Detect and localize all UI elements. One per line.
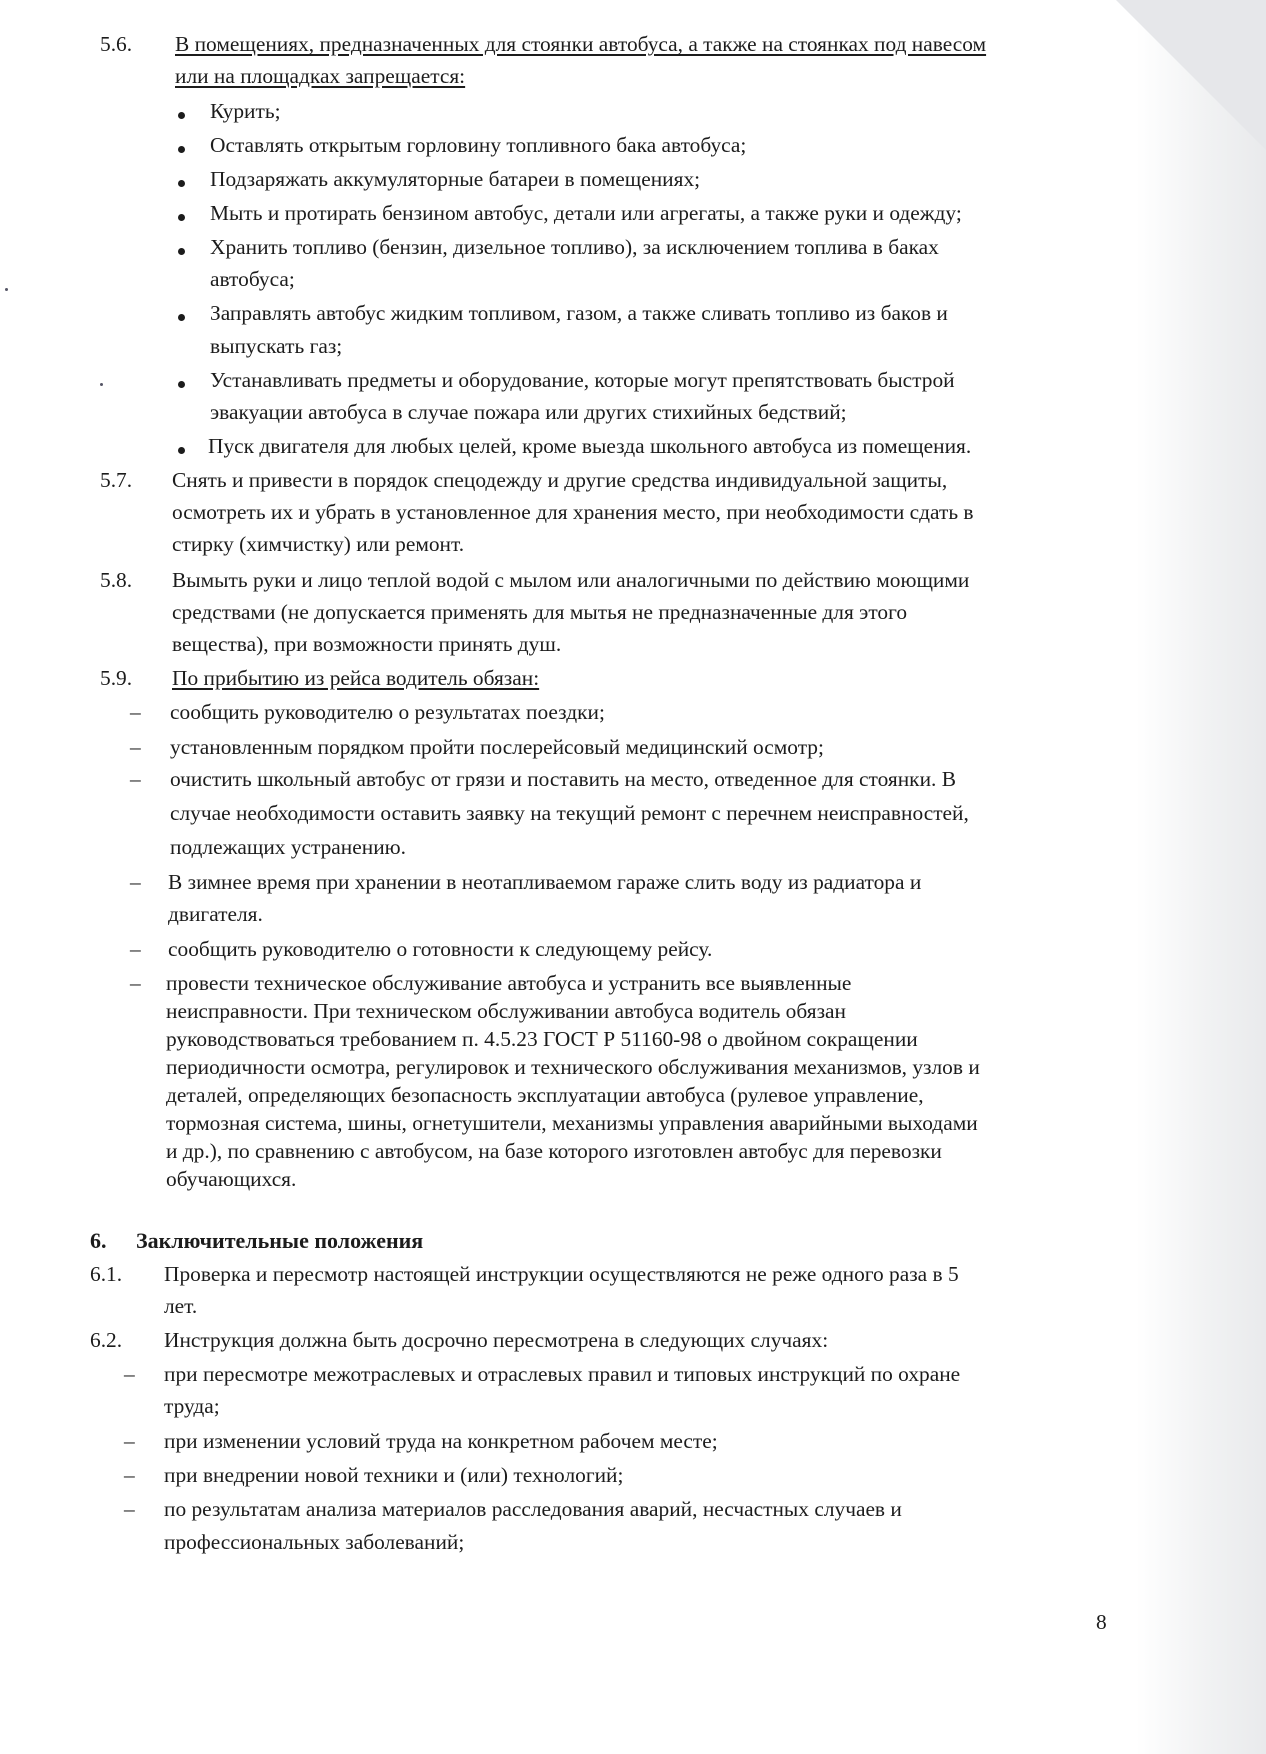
bullet-icon	[178, 180, 185, 187]
list-item: Пуск двигателя для любых целей, кроме выезда школьного автобуса из помещения.	[208, 434, 972, 458]
paragraph-line: стирку (химчистку) или ремонт.	[172, 532, 465, 556]
list-item: по результатам анализа материалов расследования аварий, несчастных случаев и	[164, 1497, 902, 1521]
section-title: Заключительные положения	[136, 1228, 424, 1253]
page-number: 8	[1096, 1610, 1107, 1634]
folded-corner	[1116, 0, 1266, 150]
list-item: Мыть и протирать бензином автобус, детали или агрегаты, а также руки и одежду;	[210, 201, 962, 225]
bullet-icon	[178, 314, 185, 321]
list-item: при пересмотре межотраслевых и отраслевых правил и типовых инструкций по охране	[164, 1362, 961, 1386]
dash-marker: –	[130, 937, 141, 961]
list-item: Устанавливать предметы и оборудование, которые могут препятствовать быстрой	[210, 368, 955, 392]
paragraph-line: средствами (не допускается применять для мытья не предназначенные для этого	[172, 600, 908, 624]
list-item: при внедрении новой техники и (или) технологий;	[164, 1463, 624, 1487]
page-edge-shadow	[1136, 0, 1266, 1754]
list-item-continuation: автобуса;	[210, 267, 295, 291]
dash-marker: –	[124, 1429, 135, 1453]
dash-marker: –	[130, 971, 141, 995]
list-item-continuation: двигателя.	[168, 902, 263, 926]
paragraph-line: Инструкция должна быть досрочно пересмотрена в следующих случаях:	[164, 1328, 829, 1352]
list-item-continuation: выпускать газ;	[210, 334, 343, 358]
dash-marker: –	[130, 700, 141, 724]
list-item-continuation: профессиональных заболеваний;	[164, 1530, 465, 1554]
clause-title: В помещениях, предназначенных для стоянки автобуса, а также на стоянках под навесом	[175, 32, 987, 56]
list-item-continuation: и др.), по сравнению с автобусом, на базе которого изготовлен автобус для перевозки	[166, 1139, 942, 1163]
list-item-continuation: деталей, определяющих безопасность эксплуатации автобуса (рулевое управление,	[166, 1083, 924, 1107]
list-item: Подзаряжать аккумуляторные батареи в помещениях;	[210, 167, 701, 191]
list-item: сообщить руководителю о готовности к следующему рейсу.	[168, 937, 713, 961]
dash-marker: –	[124, 1497, 135, 1521]
scan-speck	[100, 383, 103, 386]
list-item: провести техническое обслуживание автобуса и устранить все выявленные	[166, 971, 852, 995]
list-item-continuation: труда;	[164, 1394, 220, 1418]
clause-number: 6.2.	[90, 1328, 123, 1352]
list-item: Курить;	[210, 99, 281, 123]
list-item-continuation: подлежащих устранению.	[170, 835, 406, 859]
paragraph-line: Снять и привести в порядок спецодежду и другие средства индивидуальной защиты,	[172, 468, 948, 492]
dash-marker: –	[124, 1362, 135, 1386]
clause-title: или на площадках запрещается:	[175, 64, 466, 88]
clause-title: По прибытию из рейса водитель обязан:	[172, 666, 540, 690]
clause-number: 6.1.	[90, 1262, 123, 1286]
paragraph-line: Вымыть руки и лицо теплой водой с мылом или аналогичными по действию моющими	[172, 568, 970, 592]
dash-marker: –	[130, 767, 141, 791]
list-item: В зимнее время при хранении в неотапливаемом гараже слить воду из радиатора и	[168, 870, 922, 894]
list-item-continuation: тормозная система, шины, огнетушители, механизмы управления аварийными выходами	[166, 1111, 978, 1135]
clause-number: 5.6.	[100, 32, 133, 56]
list-item-continuation: эвакуации автобуса в случае пожара или других стихийных бедствий;	[210, 400, 847, 424]
paragraph-line: Проверка и пересмотр настоящей инструкции осуществляются не реже одного раза в 5	[164, 1262, 959, 1286]
list-item: сообщить руководителю о результатах поездки;	[170, 700, 605, 724]
list-item: установленным порядком пройти послерейсовый медицинский осмотр;	[170, 735, 824, 759]
list-item: Заправлять автобус жидким топливом, газом, а также сливать топливо из баков и	[210, 301, 948, 325]
section-number: 6.	[90, 1228, 107, 1253]
list-item: при изменении условий труда на конкретном рабочем месте;	[164, 1429, 718, 1453]
list-item: Хранить топливо (бензин, дизельное топливо), за исключением топлива в баках	[210, 235, 939, 259]
clause-number: 5.7.	[100, 468, 133, 492]
list-item: Оставлять открытым горловину топливного бака автобуса;	[210, 133, 747, 157]
dash-marker: –	[124, 1463, 135, 1487]
list-item-continuation: руководствоваться требованием п. 4.5.23 ГОСТ Р 51160-98 о двойном сокращении	[166, 1027, 918, 1051]
dash-marker: –	[130, 735, 141, 759]
bullet-icon	[178, 381, 185, 388]
scan-speck	[5, 288, 8, 291]
bullet-icon	[178, 112, 185, 119]
bullet-icon	[178, 146, 185, 153]
list-item-continuation: неисправности. При техническом обслуживании автобуса водитель обязан	[166, 999, 846, 1023]
clause-number: 5.9.	[100, 666, 133, 690]
clause-number: 5.8.	[100, 568, 133, 592]
list-item: очистить школьный автобус от грязи и поставить на место, отведенное для стоянки. В	[170, 767, 956, 791]
list-item-continuation: обучающихся.	[166, 1167, 297, 1191]
bullet-icon	[178, 214, 185, 221]
bullet-icon	[178, 447, 185, 454]
paragraph-line: осмотреть их и убрать в установленное для хранения место, при необходимости сдать в	[172, 500, 974, 524]
paragraph-line: лет.	[164, 1294, 198, 1318]
list-item-continuation: случае необходимости оставить заявку на текущий ремонт с перечнем неисправностей,	[170, 801, 969, 825]
list-item-continuation: периодичности осмотра, регулировок и технического обслуживания механизмов, узлов и	[166, 1055, 980, 1079]
dash-marker: –	[130, 870, 141, 894]
paragraph-line: вещества), при возможности принять душ.	[172, 632, 562, 656]
bullet-icon	[178, 248, 185, 255]
